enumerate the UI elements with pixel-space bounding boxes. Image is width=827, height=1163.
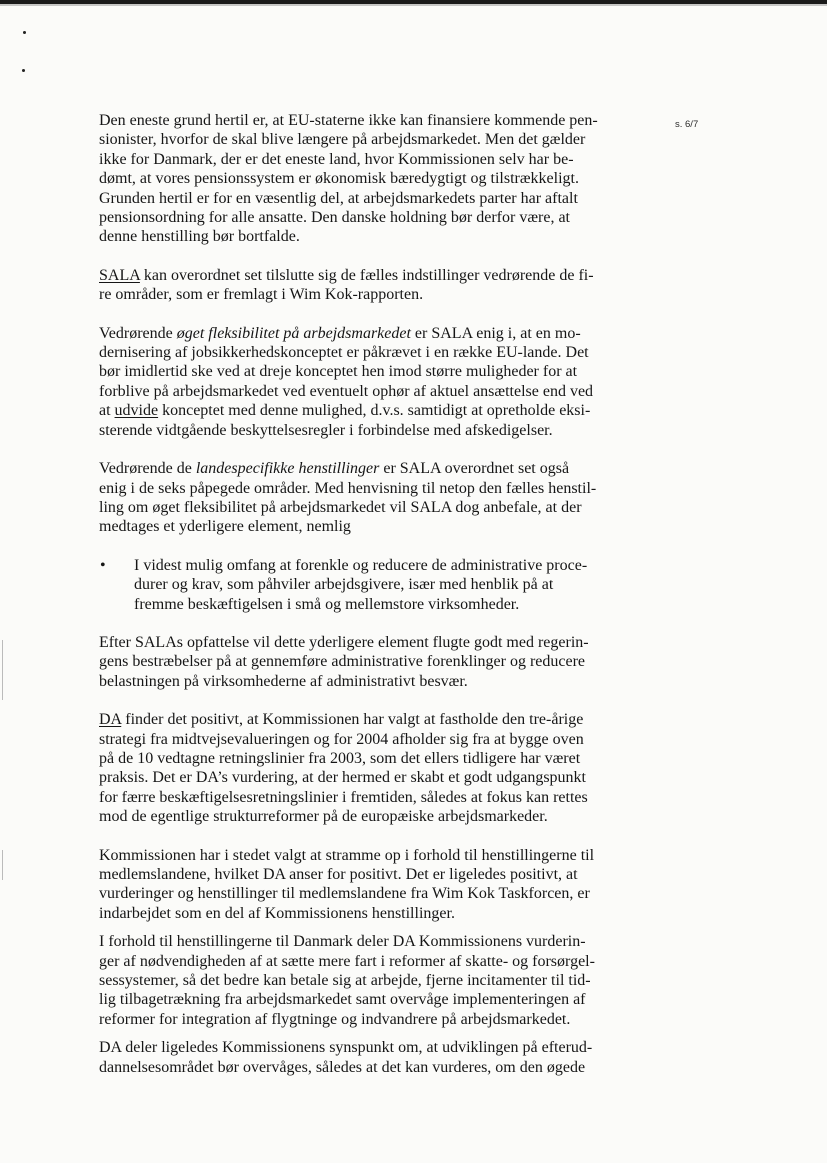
text-line: ger af nødvendigheden af at sætte mere fart i reformer af skatte- og forsørgel- xyxy=(99,952,595,970)
text-line: medtages et yderligere element, nemlig xyxy=(99,518,351,536)
underlined-udvide: udvide xyxy=(114,402,159,420)
text-line: sessystemer, så det bedre kan betale sig at arbejde, fjerne incitamenter til tid- xyxy=(99,972,591,990)
text-line: Vedrørende de landespecifikke henstillinger er SALA overordnet set også xyxy=(99,460,570,478)
text-line: lig tilbagetrækning fra arbejdsmarkedet samt overvåge implementeringen af xyxy=(99,991,586,1009)
bullet-icon: • xyxy=(100,556,106,574)
text-line: SALA kan overordnet set tilslutte sig de fælles indstillinger vedrørende de fi- xyxy=(99,266,594,284)
text-line: Kommissionen har i stedet valgt at stramme op i forhold til henstillingerne til xyxy=(99,846,595,864)
text-line: mod de egentlige strukturreformer på de europæiske arbejdsmarkeder. xyxy=(99,808,548,826)
scan-edge-mark xyxy=(2,640,3,700)
org-name-sala: SALA xyxy=(99,266,140,284)
text-line: dømt, at vores pensionssystem er økonomisk bæredygtigt og tilstrækkeligt. xyxy=(99,170,579,188)
paragraph-further-education xyxy=(99,1038,627,1077)
text-line: ikke for Danmark, der er det eneste land, hvor Kommissionen selv har be- xyxy=(99,150,574,168)
text-line: forblive på arbejdsmarkedet ved eventuelt ophør af aktuel ansættelse end ved xyxy=(99,382,594,400)
paragraph-da-strategy xyxy=(99,710,627,826)
text-line: belastningen på virksomhederne af administrativt besvær. xyxy=(99,672,468,690)
text-line: I forhold til henstillingerne til Danmark deler DA Kommissionens vurderin- xyxy=(99,933,586,951)
text-line: Vedrørende øget fleksibilitet på arbejdsmarkedet er SALA enig i, at en mo- xyxy=(99,324,581,342)
scan-top-shadow xyxy=(0,4,827,6)
text-line: strategi fra midtvejsevalueringen og for 2004 afholder sig fra at bygge oven xyxy=(99,730,584,748)
text-line: gens bestræbelser på at gennemføre administrative forenklinger og reducere xyxy=(99,653,586,671)
text-line: Den eneste grund hertil er, at EU-staterne ikke kan finansiere kommende pen- xyxy=(99,112,598,129)
text-line: sionister, hvorfor de skal blive længere på arbejdsmarkedet. Men det gælder xyxy=(99,131,586,149)
text-line: på de 10 vedtagne retningslinier fra 2003, som det ellers tidligere har været xyxy=(99,749,581,767)
paragraph-sala-opinion xyxy=(99,633,627,691)
text-line: durer og krav, som påhviler arbejdsgivere, især med henblik på at xyxy=(134,576,554,594)
scan-edge-mark xyxy=(2,850,3,880)
paragraph-sala-intro xyxy=(99,266,627,305)
text-line: dernisering af jobsikkerhedskonceptet er påkrævet i en række EU-lande. Det xyxy=(99,344,589,362)
text-line: DA deler ligeledes Kommissionens synspunkt om, at udviklingen på efterud- xyxy=(99,1039,593,1057)
paragraph-commission-recommendations xyxy=(99,846,627,924)
emphasis-country-specific: landespecifikke henstillinger xyxy=(195,460,380,478)
text-line: re områder, som er fremlagt i Wim Kok-rapporten. xyxy=(99,286,424,304)
text-line: DA finder det positivt, at Kommissionen har valgt at fastholde den tre-årige xyxy=(99,711,584,729)
text-line: enig i de seks påpegede områder. Med henvisning til netop den fælles henstil- xyxy=(99,479,597,497)
org-name-da: DA xyxy=(99,711,122,729)
text-line: medlemslandene, hvilket DA anser for positivt. Det er ligeledes positivt, at xyxy=(99,866,578,883)
paragraph-flexibility xyxy=(99,324,627,440)
text-line: praksis. Det er DA’s vurdering, at der hermed er skabt et godt udgangspunkt xyxy=(99,769,586,787)
text-line: reformer for integration af flygtninge og indvandrere på arbejdsmarkedet. xyxy=(99,1010,571,1028)
text-line: I videst mulig omfang at forenkle og reducere de administrative proce- xyxy=(134,556,588,574)
paragraph-pension xyxy=(99,111,627,247)
text-line: denne henstilling bør bortfalde. xyxy=(99,228,300,246)
text-line: sterende vidtgående beskyttelsesregler i forbindelse med afskedigelser. xyxy=(99,421,553,439)
text-line: indarbejdet som en del af Kommissionens henstillinger. xyxy=(99,904,455,922)
text-line: dannelsesområdet bør overvåges, således at det kan vurderes, om den øgede xyxy=(99,1058,586,1076)
text-line: ling om øget fleksibilitet på arbejdsmarkedet vil SALA dog anbefale, at der xyxy=(99,498,582,516)
text-line: for færre beskæftigelsesretningslinier i fremtiden, således at fokus kan rettes xyxy=(99,788,588,806)
paragraph-denmark-recommendations xyxy=(99,932,627,1029)
emphasis-flexibility: øget fleksibilitet på arbejdsmarkedet xyxy=(176,324,411,342)
page-number: s. 6/7 xyxy=(675,119,699,130)
document-body xyxy=(99,111,627,1077)
text-line: Efter SALAs opfattelse vil dette yderligere element flugte godt med regerin- xyxy=(99,633,589,651)
text-line: fremme beskæftigelsen i små og mellemstore virksomheder. xyxy=(134,595,520,613)
text-line: pensionsordning for alle ansatte. Den danske holdning bør derfor være, at xyxy=(99,209,570,227)
text-line: at udvide konceptet med denne mulighed, d.v.s. samtidigt at opretholde eksi- xyxy=(99,402,591,420)
scan-speck xyxy=(23,31,26,34)
paragraph-country-specific xyxy=(99,459,627,537)
text-line: Grunden hertil er for en væsentlig del, at arbejdsmarkedets parter har aftalt xyxy=(99,189,578,207)
text-line: bør imidlertid ske ved at dreje konceptet hen imod større muligheder for at xyxy=(99,363,578,381)
text-line: vurderinger og henstillinger til medlemslandene fra Wim Kok Taskforcen, er xyxy=(99,885,590,903)
bullet-item xyxy=(99,556,627,614)
scan-speck xyxy=(22,69,25,72)
